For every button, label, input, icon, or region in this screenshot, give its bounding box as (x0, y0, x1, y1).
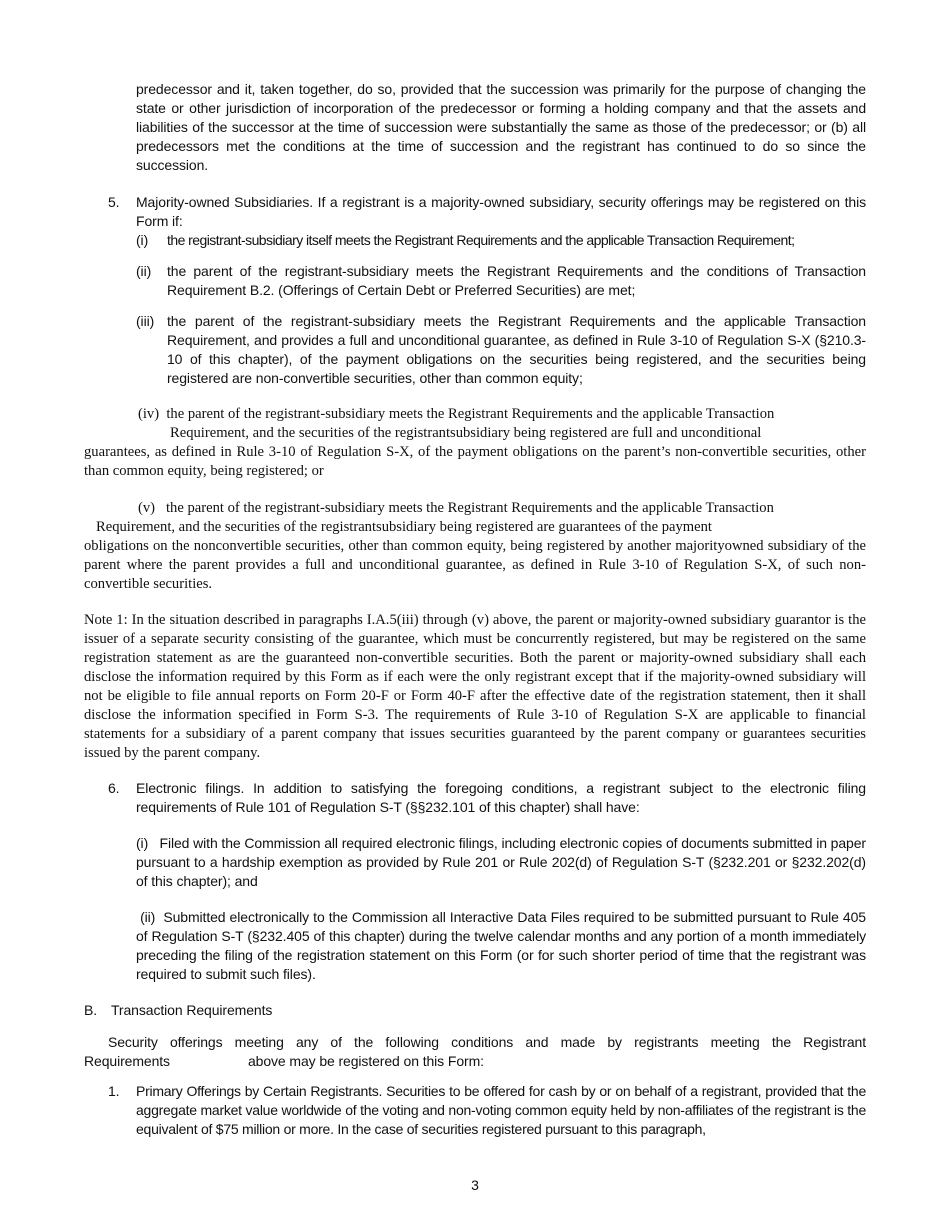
item-5-sub-ii: the parent of the registrant-subsidiary meets the Registrant Requirements and the conditions of Transaction Requirement B.2. (Offerings of Certain Debt or Preferred Securities) are met; (167, 263, 866, 298)
section-b-label: B. (84, 1002, 98, 1018)
item-5-sub-i: the registrant-subsidiary itself meets the Registrant Requirements and the applicable Transaction Requirement; (167, 232, 795, 248)
item-6-number: 6. (108, 780, 120, 796)
item-6-electronic-filings: Electronic filings. In addition to satisfying the foregoing conditions, a registrant subject to the electronic filing requirements of Rule 101 of Regulation S-T (§§232.101 of this chapter) shall have: (136, 780, 866, 815)
item-6-sub-i: (i) Filed with the Commission all required electronic filings, including electronic copies of documents submitted in paper pursuant to a hardship exemption as provided by Rule 201 or Rule 202(d) of Regulation S-T (§232.201 or §232.202(d) of this chapter); and (136, 835, 870, 889)
item-5-sub-v-line1: (v) the parent of the registrant-subsidiary meets the Registrant Requirements and the applicable Transaction (138, 500, 774, 516)
item-5-sub-iv-rest: guarantees, as defined in Rule 3-10 of Regulation S-X, of the payment obligations on the parent’s non-convertible securities, other than common equity, being registered; or (84, 444, 866, 479)
section-b-item-1-primary-offerings: Primary Offerings by Certain Registrants. Securities to be offered for cash by or on behalf of a registrant, provided that the aggregate market value worldwide of the voting and non-voting common equity held by non-affiliates of the registrant is the equivalent of $75 million or more. In the case of securities registered pursuant to this paragraph, (136, 1083, 866, 1137)
item-5-sub-i-label: (i) (136, 232, 149, 248)
item-6-sub-ii: (ii) Submitted electronically to the Commission all Interactive Data Files required to be submitted pursuant to Rule 405 of Regulation S-T (§232.405 of this chapter) during the twelve calendar months and any portion of a month immediately preceding the filing of the registration statement on this Form (or for such shorter period of time that the registrant was required to submit such files). (136, 909, 870, 982)
item-5-majority-owned-subsidiaries: Majority-owned Subsidiaries. If a registrant is a majority-owned subsidiary, security offerings may be registered on this Form if: (136, 194, 866, 229)
item-5-sub-iv-label: (iv) (138, 406, 160, 422)
note-1: Note 1: In the situation described in paragraphs I.A.5(iii) through (v) above, the parent or majority-owned subsidiary guarantor is the issuer of a separate security consisting of the guarantee, which must be concurrently registered, but may be registered on the same registration statement as are the guaranteed non-convertible securities. Both the parent or majority-owned subsidiary shall each disclose the information required by this Form as if each were the only registrant except that if the majority-owned subsidiary will not be eligible to file annual reports on Form 20-F or Form 40-F after the effective date of the registration statement, then it shall disclose the information specified in Form S-3. The requirements of Rule 3-10 of Regulation S-X are applicable to financial statements for a subsidiary of a parent company that issues securities guaranteed by the parent company or guarantees securities issued by the parent company. (84, 612, 866, 761)
item-5-number: 5. (108, 194, 120, 210)
section-b-intro-line1: Security offerings meeting any of the following conditions and made by registrants meeting the Registrant (108, 1034, 866, 1050)
item-5-sub-v-label: (v) (138, 500, 156, 516)
item-5-sub-iii-label: (iii) (136, 313, 155, 329)
item-5-sub-iii: the parent of the registrant-subsidiary meets the Registrant Requirements and the applicable Transaction Requirement, and provides a full and unconditional guarantee, as defined in Rule 3-10 of Regulation S-X (§210.3-10 of this chapter), of the payment obligations on the securities being registered, and the securities being registered are non-convertible securities, other than common equity; (167, 313, 866, 386)
intro-paragraph: predecessor and it, taken together, do so, provided that the succession was primarily for the purpose of changing the state or other jurisdiction of incorporation of the predecessor or forming a holding company and that the assets and liabilities of the successor at the time of succession were substantially the same as those of the predecessor; or (b) all predecessors met the conditions at the time of succession and the registrant has continued to do so since the succession. (136, 81, 866, 173)
page-number: 3 (471, 1177, 479, 1193)
item-5-sub-iv-line2: Requirement, and the securities of the registrantsubsidiary being registered are full and unconditional (170, 425, 762, 441)
item-5-sub-ii-label: (ii) (136, 263, 152, 279)
item-5-sub-v-rest: obligations on the nonconvertible securities, other than common equity, being registered by another majorityowned subsidiary of the parent where the parent provides a full and unconditional guarantee, as defined in Rule 3-10 of Regulation S-X, of such non-convertible securities. (84, 538, 866, 592)
section-b-heading: Transaction Requirements (111, 1002, 273, 1018)
item-5-sub-iv-line1: (iv) the parent of the registrant-subsidiary meets the Registrant Requirements and the applicable Transaction (138, 406, 775, 422)
section-b-intro-line2: Requirements above may be registered on this Form: (84, 1053, 484, 1069)
section-b-item-1-number: 1. (108, 1083, 120, 1099)
item-5-sub-v-line2: Requirement, and the securities of the registrantsubsidiary being registered are guarantees of the payment (96, 519, 712, 535)
